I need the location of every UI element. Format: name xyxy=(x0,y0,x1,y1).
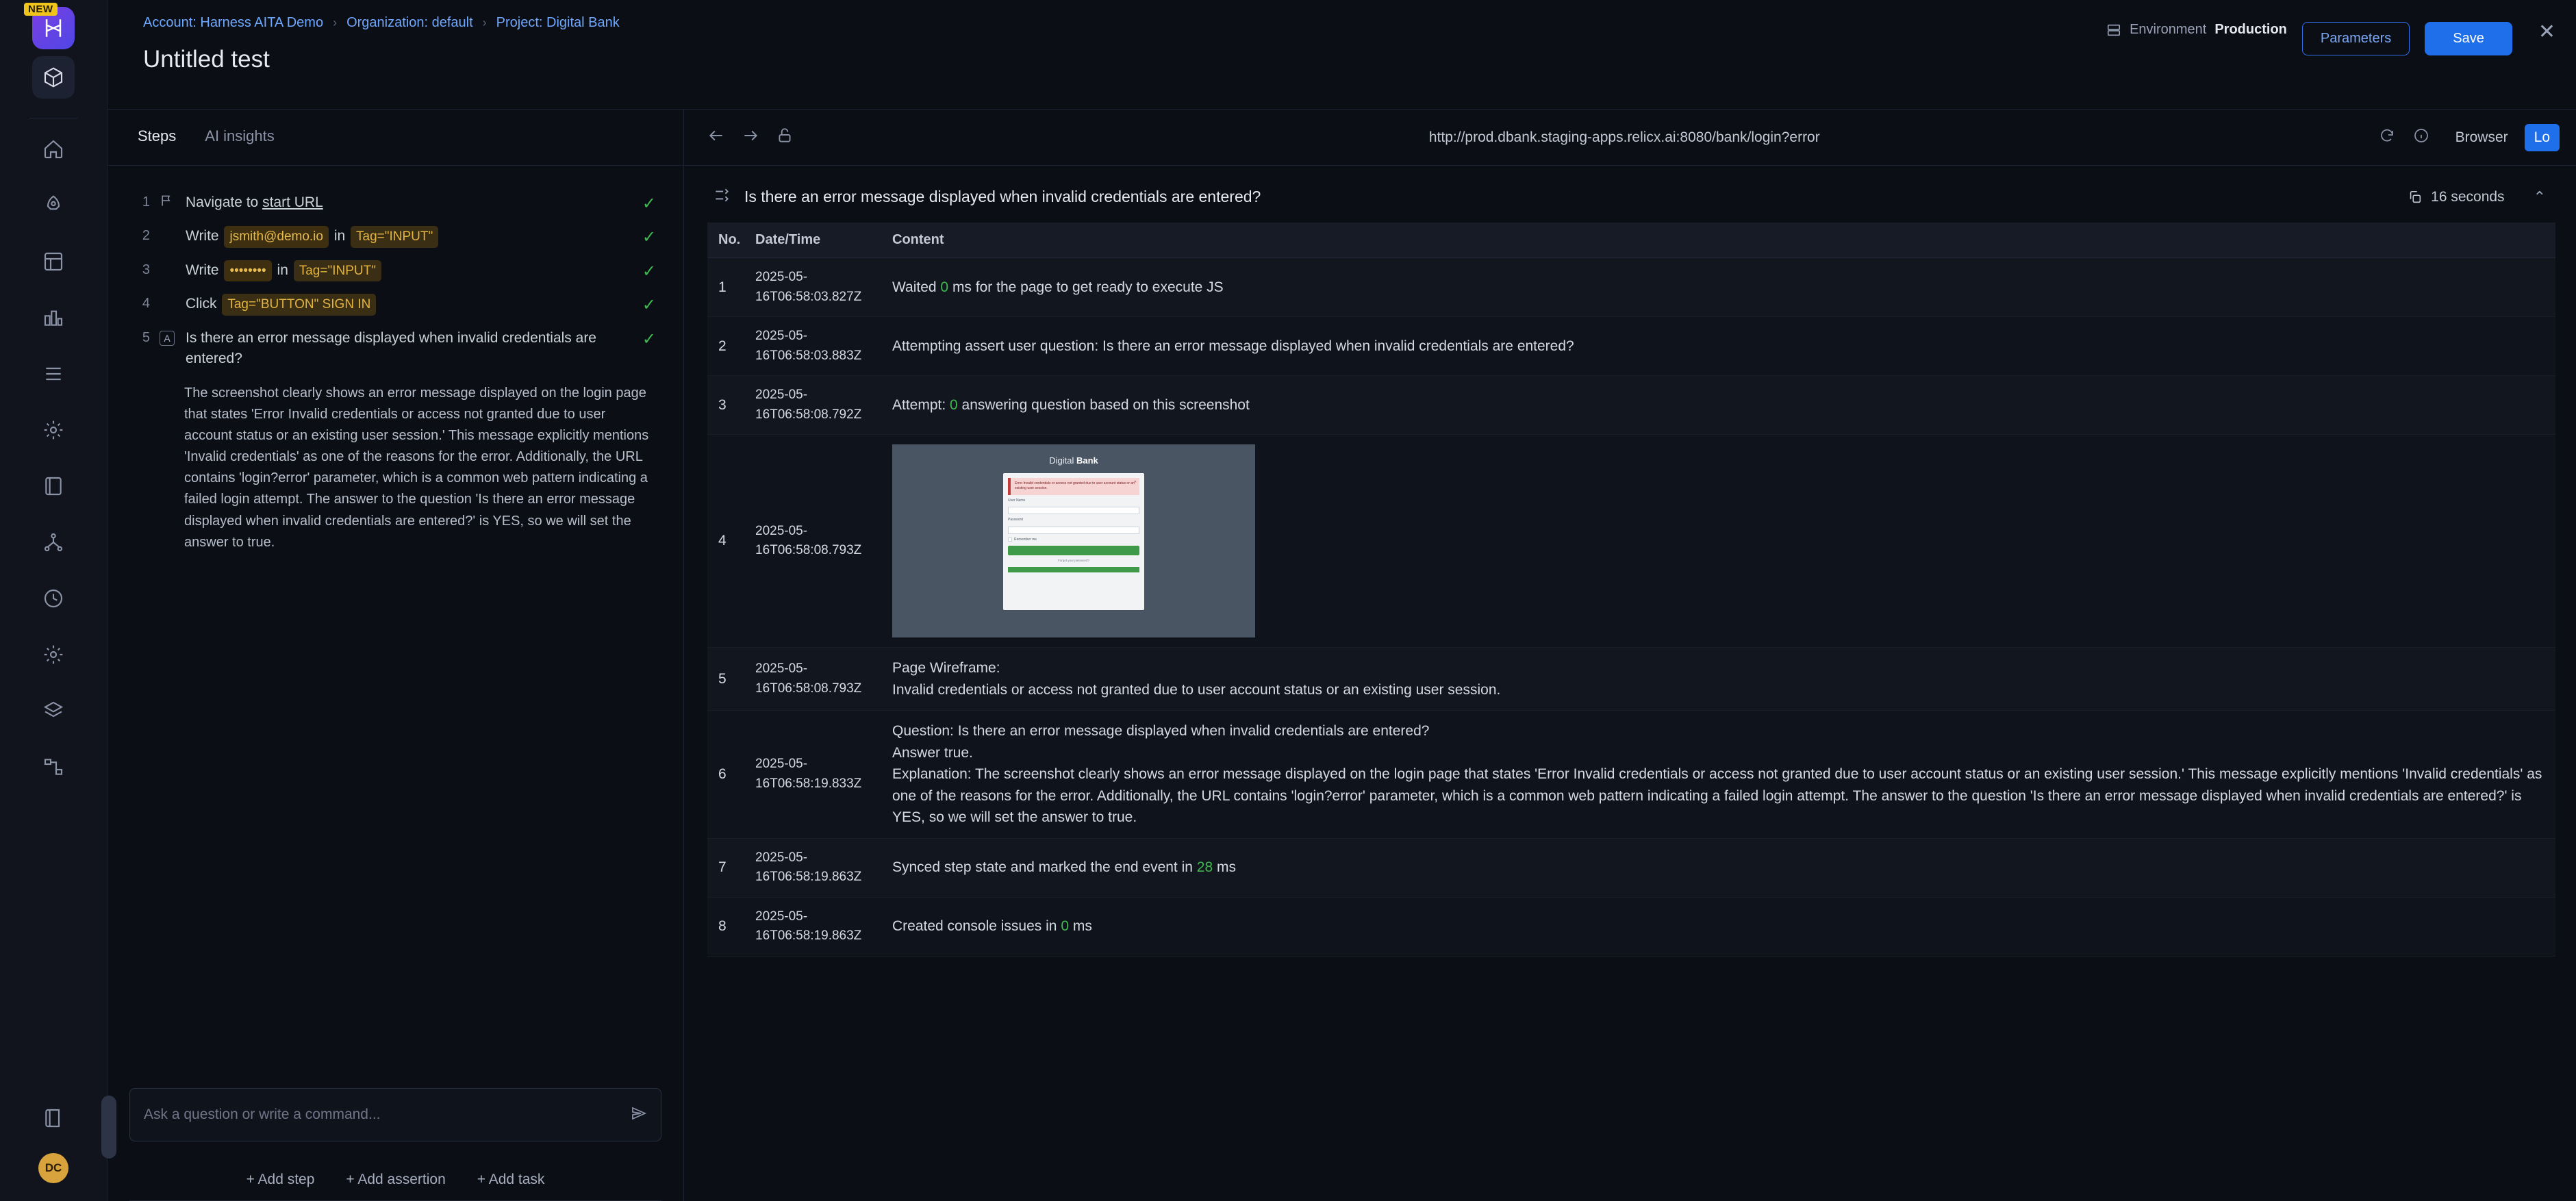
screenshot-footer-link: Forgot your password? xyxy=(1057,559,1090,562)
copy-icon[interactable] xyxy=(2408,190,2423,205)
rail-item-docs[interactable] xyxy=(32,1097,75,1139)
step-number: 3 xyxy=(142,262,150,277)
rail-item-layers[interactable] xyxy=(32,690,75,732)
log-title: Is there an error message displayed when invalid credentials are entered? xyxy=(744,188,1261,205)
content-pre: Waited xyxy=(892,279,941,295)
arrow-right-icon[interactable] xyxy=(742,127,759,148)
remember-label: Remember me xyxy=(1014,537,1037,542)
arrow-left-icon[interactable] xyxy=(707,127,725,148)
table-row xyxy=(707,317,2555,376)
step-content xyxy=(186,260,633,282)
top-left xyxy=(143,15,620,109)
content-post: ms xyxy=(1069,918,1092,935)
step-value-masked: •••••••• xyxy=(224,260,271,282)
step-spacer-icon xyxy=(160,294,176,295)
screenshot-username-label: User Name xyxy=(1008,498,1026,503)
log-header xyxy=(707,182,2555,223)
url-actions xyxy=(2379,127,2429,148)
step-preposition: in xyxy=(277,262,288,278)
step-action: Write xyxy=(186,228,219,244)
environment-value: Production xyxy=(2214,22,2287,37)
rail-resize-handle[interactable] xyxy=(101,1096,116,1159)
step-row[interactable] xyxy=(129,186,661,220)
book-icon xyxy=(42,1107,64,1129)
flow-icon xyxy=(42,756,64,778)
screenshot-signin-button xyxy=(1008,546,1139,555)
log-table xyxy=(707,223,2555,957)
log-duration xyxy=(2408,189,2504,205)
logo-glyph xyxy=(42,16,65,40)
row-content xyxy=(881,376,2555,435)
rocket-icon xyxy=(42,194,64,216)
screenshot-password-label: Password xyxy=(1008,518,1023,522)
alert-close-icon: ✕ xyxy=(1133,479,1137,484)
row-datetime: 2025-05-16T06:58:03.827Z xyxy=(744,258,881,317)
table-row xyxy=(707,711,2555,839)
home-icon xyxy=(42,138,64,160)
step-target-link[interactable]: start URL xyxy=(262,194,323,210)
row-content: Attempting assert user question: Is there an error message displayed when invalid credentials are entered? xyxy=(881,317,2555,376)
environment-selector[interactable] xyxy=(2106,22,2287,38)
step-content xyxy=(186,226,633,248)
screenshot-username-input xyxy=(1008,507,1139,514)
row-content xyxy=(881,648,2555,711)
step-status-pass: ✓ xyxy=(642,194,656,213)
rail-item-dashboards[interactable] xyxy=(32,296,75,339)
breadcrumb-organization[interactable]: Organization: default xyxy=(346,15,473,30)
rail-item-repository[interactable] xyxy=(32,465,75,507)
site-title-bold: Bank xyxy=(1076,455,1098,466)
screenshot-password-input xyxy=(1008,527,1139,534)
step-content xyxy=(186,294,633,316)
screenshot-error-alert xyxy=(1008,478,1139,495)
step-row[interactable] xyxy=(129,288,661,322)
list-icon xyxy=(42,363,64,385)
step-action: Click xyxy=(186,296,217,312)
row-datetime: 2025-05-16T06:58:08.792Z xyxy=(744,376,881,435)
top-right-actions xyxy=(2106,15,2555,109)
rail-item-configuration[interactable] xyxy=(32,633,75,676)
repository-icon xyxy=(42,475,64,497)
table-row xyxy=(707,838,2555,897)
rail-item-modules[interactable] xyxy=(32,56,75,99)
send-icon[interactable] xyxy=(631,1105,647,1125)
content-line: Explanation: The screenshot clearly shows an error message displayed on the login page that states 'Error Invalid credentials or access not granted due to user account status or an existing user session.' This message explicitly mentions 'Invalid credentials' as one of the reasons for the error. Additionally, the URL contains 'login?error' parameter, which is a common web pattern indicating a failed login attempt. The answer to the question 'Is there an error message displayed when invalid credentials are entered?' is YES, so we will set the answer to true. xyxy=(892,766,2542,825)
add-step-button[interactable]: + Add step xyxy=(246,1172,315,1187)
step-target: Tag="BUTTON" SIGN IN xyxy=(222,294,376,316)
left-nav-rail xyxy=(0,0,108,1201)
row-no: 7 xyxy=(707,838,744,897)
browser-url-bar xyxy=(684,110,2576,166)
assertion-explanation: The screenshot clearly shows an error message displayed on the login page that states 'Error Invalid credentials or access not granted due to user account status or an existing user session.' This message explicitly mentions 'Invalid credentials' as one of the reasons for the error. Additionally, the URL contains 'login?error' parameter, which is a common web pattern indicating a failed login attempt. The answer to the question 'Is there an error message displayed when invalid credentials are entered?' is YES, so we will set the answer to true. xyxy=(184,385,649,550)
tab-steps[interactable]: Steps xyxy=(138,127,177,144)
breadcrumb-separator-2: › xyxy=(482,16,487,29)
info-icon[interactable] xyxy=(2413,127,2429,148)
step-status-pass: ✓ xyxy=(642,296,656,315)
column-header-no: No. xyxy=(707,223,744,258)
steps-flow-icon xyxy=(713,186,731,207)
reload-icon[interactable] xyxy=(2379,127,2395,148)
rail-item-list[interactable] xyxy=(32,353,75,395)
row-content xyxy=(881,258,2555,317)
step-row[interactable] xyxy=(129,254,661,288)
screenshot-remember-check xyxy=(1008,538,1139,543)
steps-panel xyxy=(108,110,684,1201)
steps-list xyxy=(108,166,683,1073)
environment-label: Environment xyxy=(2130,22,2207,37)
add-actions-row xyxy=(129,1159,661,1201)
table-row xyxy=(707,258,2555,317)
chevron-up-icon[interactable]: ⌃ xyxy=(2533,188,2546,205)
row-no: 4 xyxy=(707,435,744,648)
lifecycle-icon xyxy=(42,587,64,609)
step-row[interactable] xyxy=(129,322,661,376)
step-content xyxy=(186,192,633,213)
screenshot-thumbnail[interactable] xyxy=(892,444,1255,637)
step-status-pass: ✓ xyxy=(642,228,656,246)
breadcrumb xyxy=(143,15,620,31)
step-value: jsmith@demo.io xyxy=(224,226,329,248)
row-no: 8 xyxy=(707,897,744,956)
add-task-button[interactable]: + Add task xyxy=(477,1172,545,1187)
content-line: Answer true. xyxy=(892,744,973,761)
row-content xyxy=(881,838,2555,897)
content-number: 0 xyxy=(1061,918,1069,935)
content-post: answering question based on this screenshot xyxy=(957,396,1250,413)
unlock-icon xyxy=(776,127,794,148)
tab-ai-insights[interactable]: AI insights xyxy=(205,127,275,144)
browser-tab[interactable]: Browser xyxy=(2455,129,2508,145)
screenshot-login-card xyxy=(1003,473,1144,610)
table-row xyxy=(707,648,2555,711)
row-no: 3 xyxy=(707,376,744,435)
bar-chart-icon xyxy=(42,307,64,329)
flag-icon xyxy=(160,192,176,212)
row-content-screenshot xyxy=(881,435,2555,648)
logs-tab[interactable]: Lo xyxy=(2525,124,2560,151)
parameters-button[interactable]: Parameters xyxy=(2302,22,2410,55)
row-content xyxy=(881,897,2555,956)
ask-input[interactable] xyxy=(144,1107,631,1123)
row-datetime: 2025-05-16T06:58:19.863Z xyxy=(744,897,881,956)
step-number: 2 xyxy=(142,228,150,243)
step-spacer-icon xyxy=(160,260,176,262)
content-line: Question: Is there an error message displayed when invalid credentials are entered? xyxy=(892,723,1430,739)
content-pre: Attempt: xyxy=(892,396,950,413)
row-no: 2 xyxy=(707,317,744,376)
assertion-badge: A xyxy=(160,331,175,346)
content-line: Invalid credentials or access not granted due to user account status or an existing user session. xyxy=(892,681,1501,698)
content-post: ms xyxy=(1213,859,1236,876)
content-pre: Synced step state and marked the end event in xyxy=(892,859,1197,876)
table-row xyxy=(707,376,2555,435)
log-table-body xyxy=(707,258,2555,957)
step-action: Navigate to xyxy=(186,194,259,210)
rail-item-pipelines[interactable] xyxy=(32,184,75,227)
content-number: 0 xyxy=(950,396,958,413)
gear-icon xyxy=(42,419,64,441)
row-content xyxy=(881,711,2555,839)
breadcrumb-separator-1: › xyxy=(333,16,338,29)
log-table-head xyxy=(707,223,2555,258)
row-datetime: 2025-05-16T06:58:03.883Z xyxy=(744,317,881,376)
row-datetime: 2025-05-16T06:58:08.793Z xyxy=(744,648,881,711)
row-no: 1 xyxy=(707,258,744,317)
server-icon xyxy=(2106,23,2121,38)
gear-2-icon xyxy=(42,644,64,666)
steps-tabs xyxy=(108,110,683,166)
cube-icon xyxy=(42,66,64,88)
new-badge: NEW xyxy=(24,3,58,16)
screenshot-bottom-bar xyxy=(1008,567,1139,572)
network-icon xyxy=(42,531,64,553)
step-status-pass: ✓ xyxy=(642,329,656,349)
step-number: 1 xyxy=(142,194,150,210)
row-datetime: 2025-05-16T06:58:08.793Z xyxy=(744,435,881,648)
harness-logo[interactable] xyxy=(28,3,75,49)
step-row[interactable] xyxy=(129,220,661,254)
layers-icon xyxy=(42,700,64,722)
content-number: 28 xyxy=(1196,859,1213,876)
add-assertion-button[interactable]: + Add assertion xyxy=(346,1172,446,1187)
breadcrumb-account[interactable]: Account: Harness AITA Demo xyxy=(143,15,324,30)
column-header-content: Content xyxy=(881,223,2555,258)
step-action: Write xyxy=(186,262,219,278)
row-no: 5 xyxy=(707,648,744,711)
url-text: http://prod.dbank.staging-apps.relicx.ai:8080/bank/login?error xyxy=(1428,129,1820,145)
rail-item-settings[interactable] xyxy=(32,409,75,451)
step-number: 4 xyxy=(142,296,150,312)
rail-item-home[interactable] xyxy=(32,128,75,170)
rail-item-lifecycle[interactable] xyxy=(32,577,75,620)
step-preposition: in xyxy=(333,228,346,244)
content-pre: Created console issues in xyxy=(892,918,1061,935)
rail-item-grid[interactable] xyxy=(32,240,75,283)
step-number: 5 xyxy=(142,329,150,345)
step-status-pass: ✓ xyxy=(642,262,656,281)
content-line: Page Wireframe: xyxy=(892,660,1000,676)
row-datetime: 2025-05-16T06:58:19.833Z xyxy=(744,711,881,839)
step-assertion-text: Is there an error message displayed when invalid credentials are entered? xyxy=(186,329,596,367)
breadcrumb-project[interactable]: Project: Digital Bank xyxy=(496,15,620,30)
top-bar xyxy=(108,0,2576,110)
screenshot-site-title xyxy=(1049,454,1098,468)
step-spacer-icon xyxy=(160,226,176,227)
duration-text: 16 seconds xyxy=(2431,188,2505,205)
user-avatar[interactable]: DC xyxy=(38,1153,68,1183)
url-input[interactable] xyxy=(810,120,2439,155)
main-area xyxy=(108,0,2576,1201)
ask-command-box[interactable] xyxy=(129,1088,661,1141)
rail-item-flow[interactable] xyxy=(32,746,75,788)
grid-icon xyxy=(42,251,64,273)
page-title: Untitled test xyxy=(143,46,270,73)
step-target: Tag="INPUT" xyxy=(294,260,381,282)
content-number: 0 xyxy=(940,279,949,295)
site-title-pre: Digital xyxy=(1049,455,1076,466)
assertion-icon xyxy=(160,328,176,346)
body-split xyxy=(108,110,2576,1201)
save-button[interactable]: Save xyxy=(2425,22,2512,55)
column-header-datetime: Date/Time xyxy=(744,223,881,258)
table-row xyxy=(707,435,2555,648)
rail-item-network[interactable] xyxy=(32,521,75,564)
row-no: 6 xyxy=(707,711,744,839)
content-post: ms for the page to get ready to execute JS xyxy=(948,279,1224,295)
table-row xyxy=(707,897,2555,956)
close-icon[interactable]: ✕ xyxy=(2538,21,2555,43)
step-target: Tag="INPUT" xyxy=(351,226,438,248)
alert-text: Error Invalid credentials or access not granted due to user account status or an existing user session. xyxy=(1015,481,1135,490)
content-panel xyxy=(684,110,2576,1201)
row-datetime: 2025-05-16T06:58:19.863Z xyxy=(744,838,881,897)
log-panel xyxy=(684,166,2576,1201)
